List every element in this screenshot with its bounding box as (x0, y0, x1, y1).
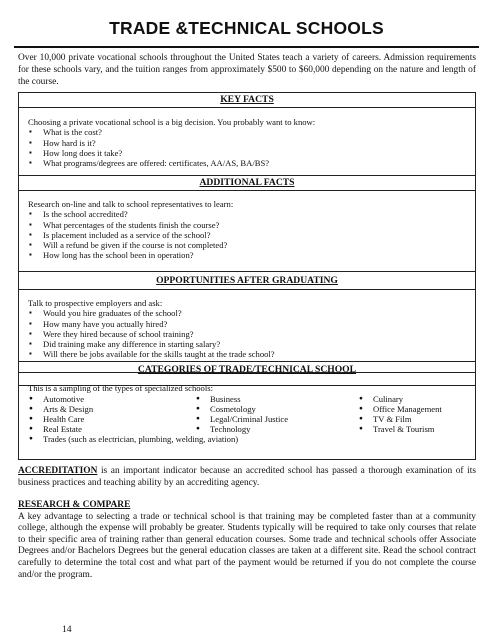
divider (19, 271, 475, 272)
list-item: ● TV & Film (357, 414, 442, 424)
additional-facts-heading: ADDITIONAL FACTS (199, 177, 295, 188)
divider (19, 107, 475, 108)
divider (19, 190, 475, 191)
categories-col-3 (357, 394, 442, 434)
list-item: ● Trades (such as electrician, plumbing, welding, aviation) (27, 434, 238, 444)
research-text: A key advantage to selecting a trade or technical school is that training may be completed faster than at a community college, although the expense will probably be greater. Students typically will be required to take only courses that relate to their specific area of training rather than general education courses. Some trade and technical schools offer Associate Degrees and/or Bachelors Degrees but the general education classes are taken at a different site. Read the school contract carefully to determine the total cost and what part of the payment would be returned if you do not complete the course and/or the program. (18, 511, 476, 580)
key-facts-section (19, 93, 475, 169)
divider (19, 372, 475, 373)
list-item: ● Travel & Tourism (357, 424, 442, 434)
intro-paragraph: Over 10,000 private vocational schools throughout the United States teach a variety of careers. Admission requirements for these schools vary, and the tuition ranges from approximately $500 to $60,000 depending on the nature and length of the course. (18, 53, 476, 87)
list-item: ● Real Estate (27, 424, 238, 434)
categories-col-2 (194, 394, 288, 434)
list-item: ● Business (194, 394, 288, 404)
accreditation-text: is an important indicator because an accredited school has passed a thorough examination of its business practices and teaching ability by an accrediting agency. (18, 466, 476, 488)
accreditation-label: ACCREDITATION (18, 466, 98, 476)
list-item: ▪ Will there be jobs available for the skills taught at the trade school? (19, 349, 475, 359)
list-item: ▪ Is placement included as a service of the school? (19, 230, 475, 240)
research-section (18, 500, 476, 581)
opportunities-list (19, 308, 475, 359)
key-facts-heading: KEY FACTS (220, 94, 274, 105)
divider (19, 289, 475, 290)
research-heading: RESEARCH & COMPARE (18, 500, 131, 510)
opportunities-lead: Talk to prospective employers and ask: (28, 298, 163, 308)
additional-facts-list (19, 209, 475, 260)
title-bar (14, 14, 479, 48)
additional-facts-section (19, 176, 475, 261)
list-item: ● Automotive (27, 394, 238, 404)
divider (19, 361, 475, 362)
info-box (18, 92, 476, 386)
list-item: ▪ How many have you actually hired? (19, 319, 475, 329)
opportunities-heading: OPPORTUNITIES AFTER GRADUATING (156, 275, 338, 286)
page-number: 14 (62, 624, 72, 635)
list-item: ▪ Will a refund be given if the course is not completed? (19, 240, 475, 250)
list-item: ▪ How hard is it? (19, 138, 475, 148)
opportunities-section (19, 274, 475, 360)
categories-box (18, 372, 476, 460)
list-item: ▪ How long does it take? (19, 148, 475, 158)
categories-lead: This is a sampling of the types of specialized schools: (28, 383, 213, 393)
list-item: ▪ What percentages of the students finish the course? (19, 220, 475, 230)
categories-heading: CATEGORIES OF TRADE/TECHNICAL SCHOOL (137, 364, 357, 375)
page-title: TRADE &TECHNICAL SCHOOLS (109, 18, 384, 38)
list-item: ▪ Did training make any difference in starting salary? (19, 339, 475, 349)
additional-facts-lead: Research on-line and talk to school representatives to learn: (28, 199, 234, 209)
list-item: ● Cosmetology (194, 404, 288, 414)
key-facts-lead: Choosing a private vocational school is a big decision. You probably want to know: (28, 117, 316, 127)
key-facts-list (19, 127, 475, 168)
list-item: ▪ Is the school accredited? (19, 209, 475, 219)
list-item: ▪ Were they hired because of school training? (19, 329, 475, 339)
list-item: ● Culinary (357, 394, 442, 404)
list-item: ● Legal/Criminal Justice (194, 414, 288, 424)
list-item: ▪ What is the cost? (19, 127, 475, 137)
list-item: ▪ Would you hire graduates of the school? (19, 308, 475, 318)
list-item: ● Office Management (357, 404, 442, 414)
accreditation-paragraph (18, 466, 476, 489)
list-item: ▪ What programs/degrees are offered: certificates, AA/AS, BA/BS? (19, 158, 475, 168)
list-item: ● Arts & Design (27, 404, 238, 414)
list-item: ● Technology (194, 424, 288, 434)
list-item: ▪ How long has the school been in operation? (19, 250, 475, 260)
list-item: ● Health Care (27, 414, 238, 424)
